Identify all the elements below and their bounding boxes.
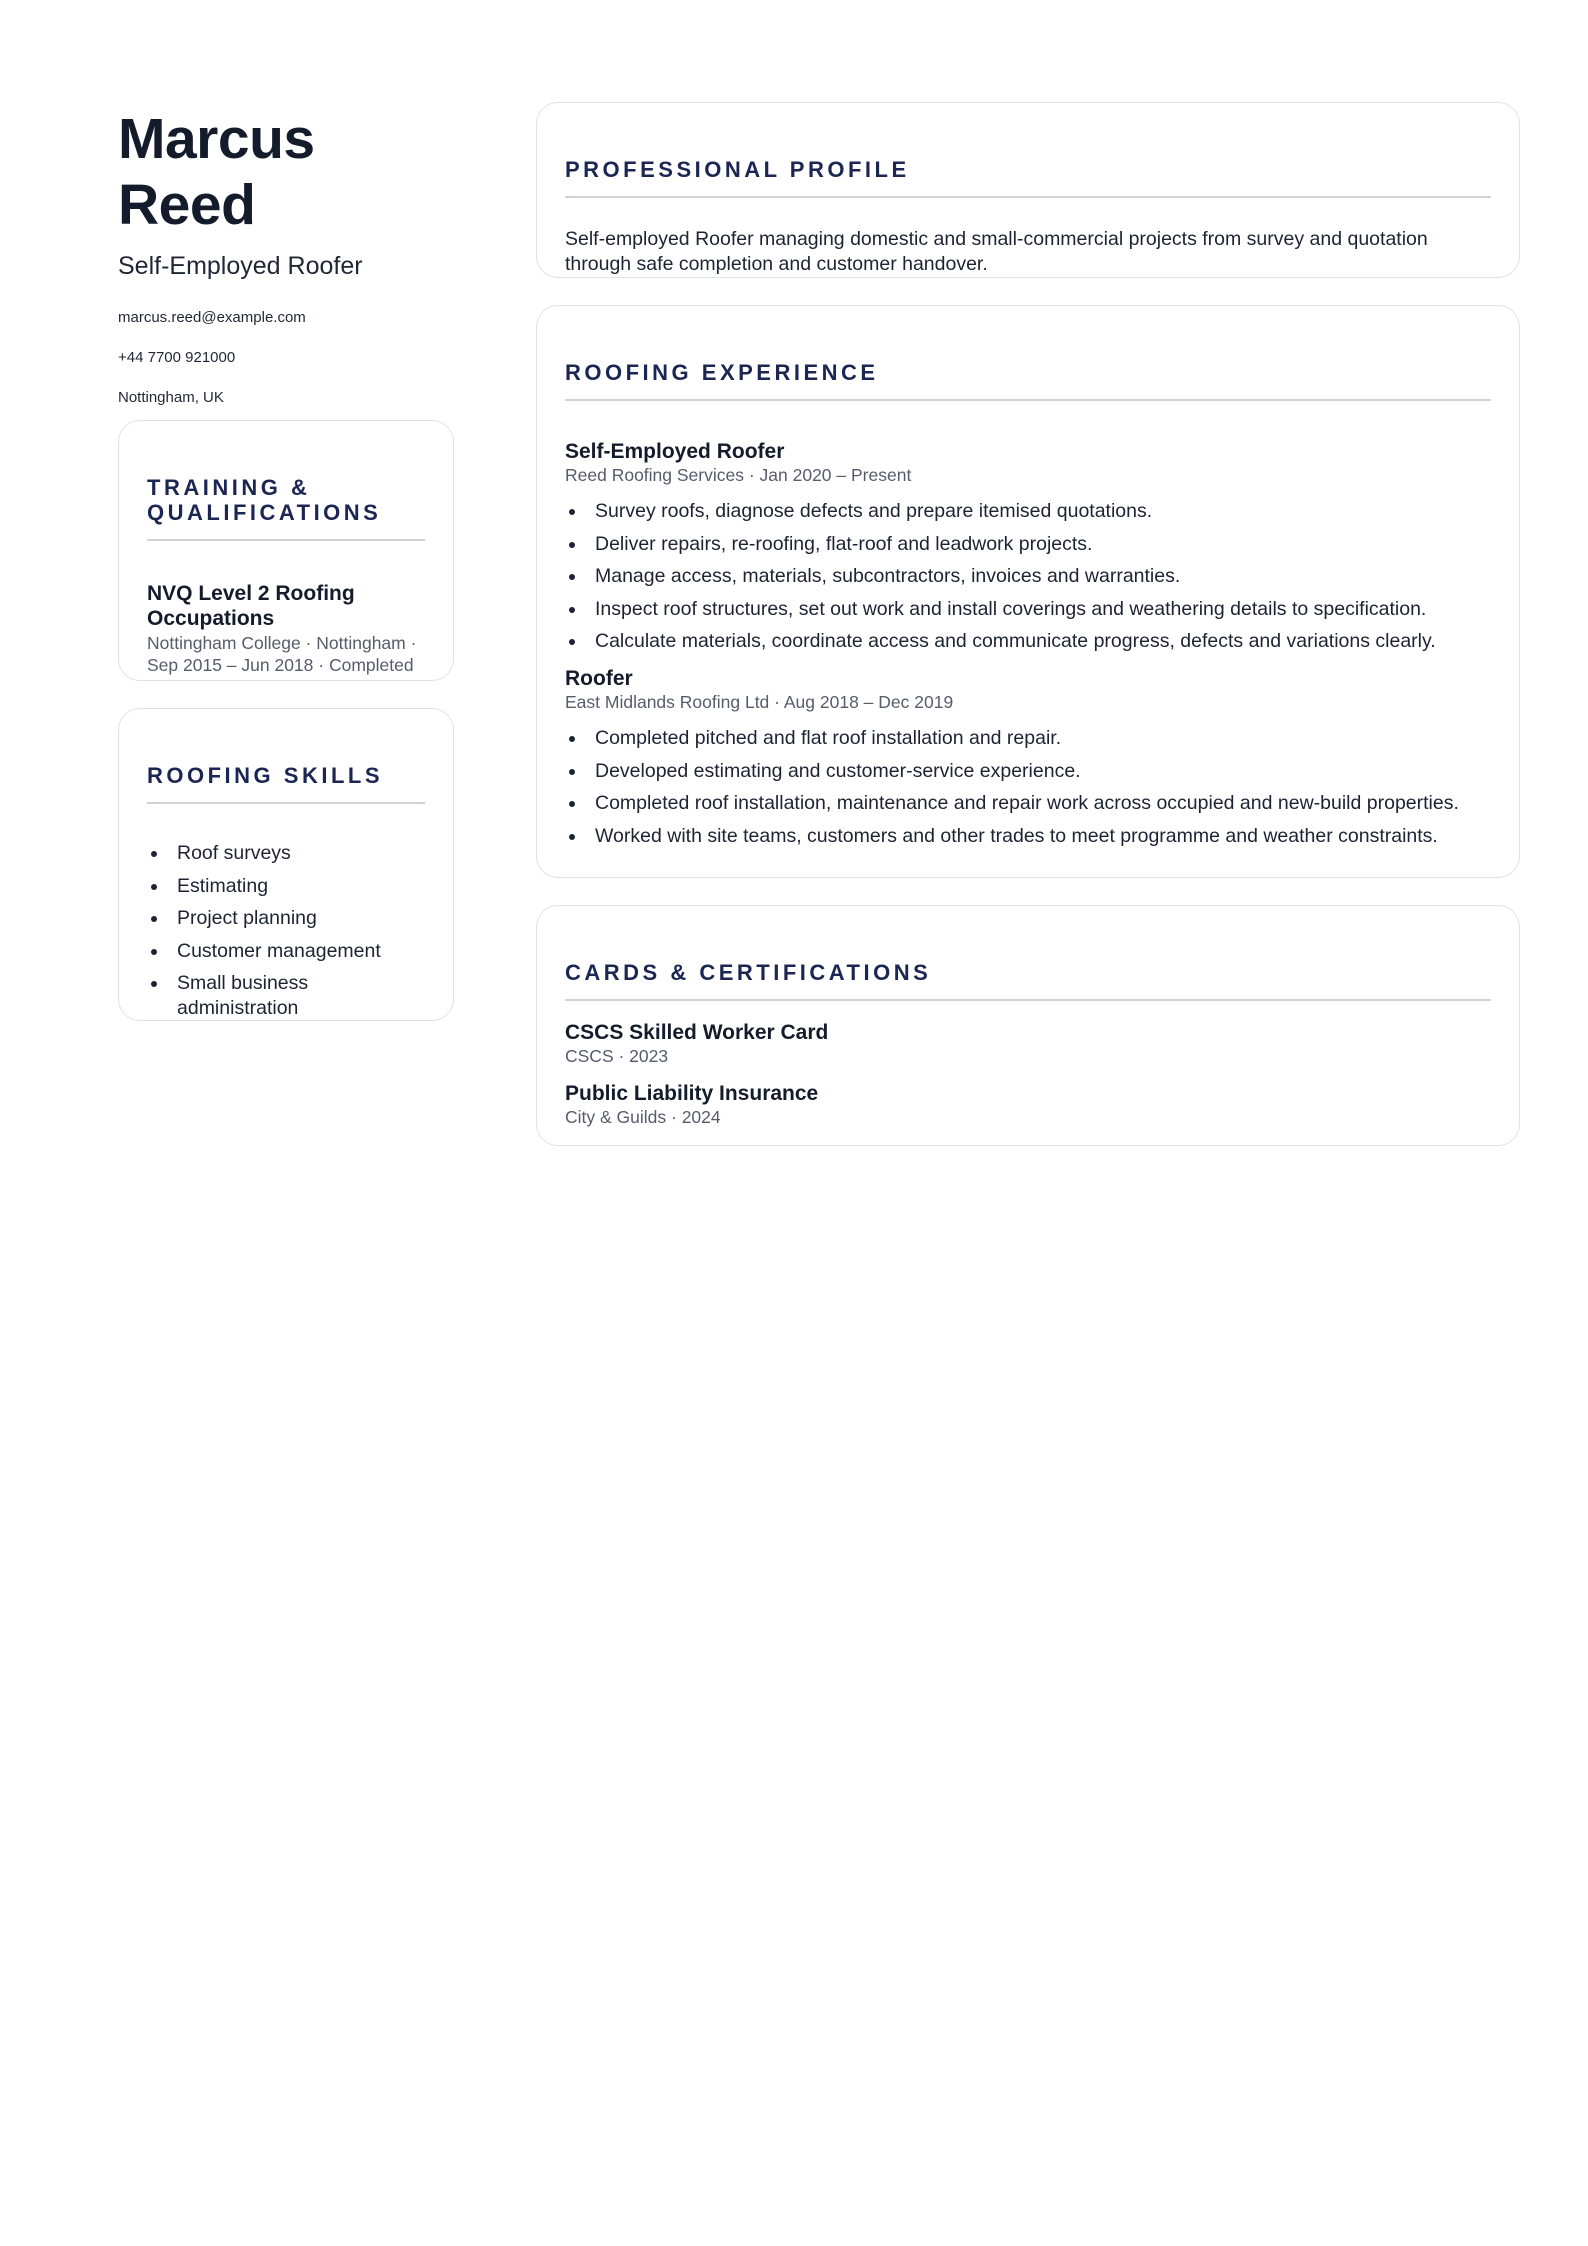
qualification-meta: [147, 632, 425, 676]
list-item: Customer management: [147, 939, 425, 964]
list-item: Developed estimating and customer-service experience.: [565, 759, 1491, 784]
list-item: Estimating: [147, 874, 425, 899]
list-item: Small business administration: [147, 971, 425, 1021]
profile-heading: PROFESSIONAL PROFILE: [565, 157, 910, 182]
job-entry: [565, 439, 1491, 654]
skills-card: [118, 708, 454, 1021]
skills-heading: ROOFING SKILLS: [147, 763, 383, 788]
list-item: Worked with site teams, customers and other trades to meet programme and weather constraints.: [565, 824, 1491, 849]
contact-details: [118, 308, 452, 408]
list-item: Roof surveys: [147, 841, 425, 866]
qualification-title: NVQ Level 2 Roofing Occupations: [147, 582, 355, 630]
job-title: Self-Employed Roofer: [565, 440, 785, 463]
certification-meta: City & Guilds · 2024: [565, 1107, 721, 1127]
list-item: Deliver repairs, re-roofing, flat-roof and leadwork projects.: [565, 532, 1491, 557]
contact-phone[interactable]: +44 7700 921000: [118, 349, 236, 366]
certification-entry: [565, 1020, 1491, 1067]
list-item: Survey roofs, diagnose defects and prepare itemised quotations.: [565, 499, 1491, 524]
qualification-meta-line: Nottingham College · Nottingham ·: [147, 633, 417, 653]
certifications-heading: CARDS & CERTIFICATIONS: [565, 960, 932, 985]
section-divider: [565, 196, 1491, 198]
job-meta: East Midlands Roofing Ltd · Aug 2018 – Dec 2019: [565, 692, 954, 712]
certification-name: Public Liability Insurance: [565, 1082, 819, 1105]
skills-list: [147, 841, 425, 1021]
profile-card: [536, 102, 1520, 278]
section-divider: [565, 399, 1491, 401]
training-heading: TRAINING & QUALIFICATIONS: [147, 475, 382, 525]
certification-entry: [565, 1081, 1491, 1128]
list-item: Completed roof installation, maintenance and repair work across occupied and new-build properties.: [565, 791, 1491, 816]
candidate-name: Marcus Reed: [118, 107, 315, 237]
certification-meta: CSCS · 2023: [565, 1046, 669, 1066]
job-title: Roofer: [565, 667, 633, 690]
section-divider: [147, 539, 425, 541]
list-item: Completed pitched and flat roof installation and repair.: [565, 726, 1491, 751]
certifications-card: [536, 905, 1520, 1146]
job-meta: Reed Roofing Services · Jan 2020 – Present: [565, 465, 912, 485]
experience-heading: ROOFING EXPERIENCE: [565, 360, 879, 385]
job-bullets: [565, 726, 1491, 849]
list-item: Calculate materials, coordinate access and communicate progress, defects and variations clearly.: [565, 629, 1491, 654]
candidate-title: Self-Employed Roofer: [118, 252, 363, 280]
section-divider: [147, 802, 425, 804]
job-entry: [565, 666, 1491, 849]
job-bullets: [565, 499, 1491, 654]
qualification-meta-line: Sep 2015 – Jun 2018 · Completed: [147, 655, 414, 675]
section-divider: [565, 999, 1491, 1001]
profile-summary: Self-employed Roofer managing domestic and small-commercial projects from survey and quotation through safe completion and customer handover.: [565, 228, 1428, 275]
list-item: Inspect roof structures, set out work and install coverings and weathering details to specification.: [565, 597, 1491, 622]
list-item: Manage access, materials, subcontractors, invoices and warranties.: [565, 564, 1491, 589]
training-card: [118, 420, 454, 681]
contact-email[interactable]: marcus.reed@example.com: [118, 309, 306, 326]
contact-location: Nottingham, UK: [118, 389, 224, 406]
header-block: [118, 106, 452, 408]
experience-card: [536, 305, 1520, 878]
certification-name: CSCS Skilled Worker Card: [565, 1021, 829, 1044]
list-item: Project planning: [147, 906, 425, 931]
